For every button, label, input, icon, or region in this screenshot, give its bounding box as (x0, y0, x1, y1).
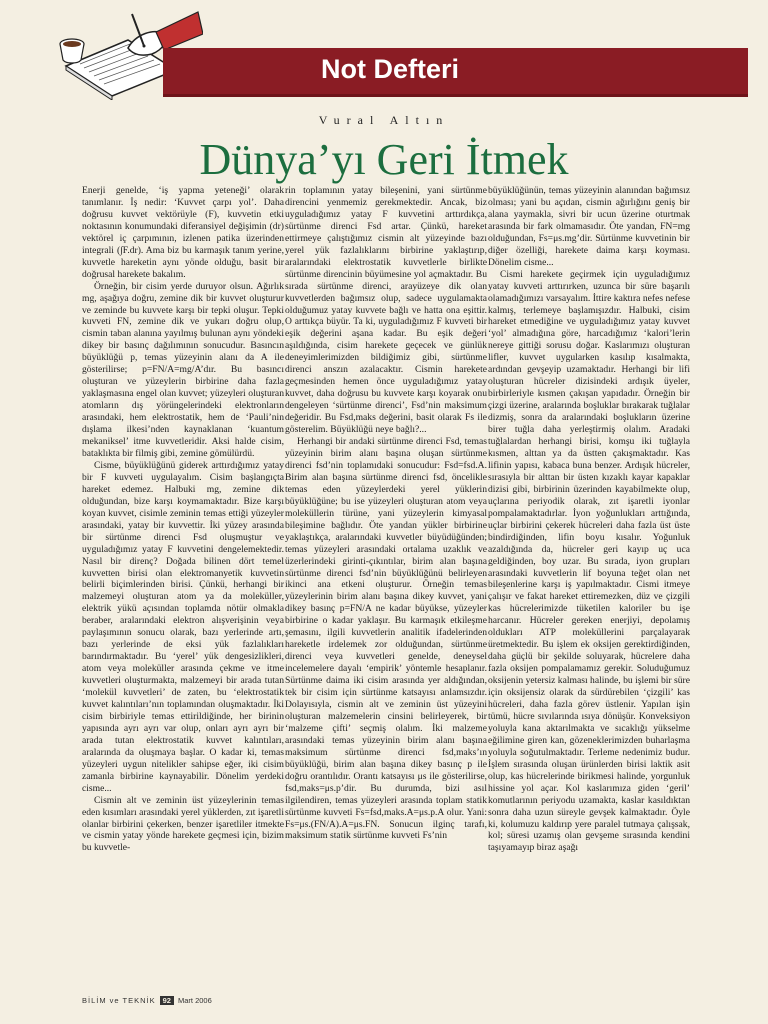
issue-date: Mart 2006 (177, 996, 212, 1005)
page-footer (82, 996, 212, 1005)
text-column-3 (488, 185, 690, 854)
paragraph: Enerji genelde, ‘iş yapma yeteneği’ olarak tanımlanır. İş nedir: ‘Kuvvet çarpı yol’. Daha doğrusu kuvvet vektörüyle (F), kuvvetin etki noktasının konumundaki diferansiyel değişimin (dr) vektörel iç çarpımının, izlenen patika üzerinden integrali (∫F.dr). Ama biz bu karmaşık tanım yerine, kuvvetle hareketin aynı yönde olduğu, basit bir doğrusal harekete bakalım. (82, 185, 284, 280)
text-column-2 (285, 185, 487, 842)
section-title: Not Defteri (320, 54, 459, 84)
paragraph: Cismi harekete geçirmek için uyguladığımız yatay kuvveti arttırırken, uzunca bir süre başarılı olamadığımızı varsayalım. İttire kaktıra nefes nefese kalmış, terlemeye başlamışızdır. Halbuki, cisim hareket etmediğine ve uyguladığımız yatay kuvvet ‘yol’ almadığına göre, harcadığımız ‘kalori’lerin nereye gittiği sorusu doğar. Kaslarımızı oluşturan lifler, kuvvet uygularken kasılıp kısalmakta, ardından gevşeyip uzamaktadır. Herhangi bir lifi oluşturan hücreler dizisindeki ardışık üyeler, birbirleriyle kısmen çakışan yapıdadır. Örneğin bir çizgi üzerine, aralarında boşluklar bırakarak tuğlalar dizmiş, sonra da aralarındaki boşlukların üzerine birer tuğla daha yerleştirmiş olalım. Aradaki tuğlalardan herhangi birisi, komşu iki tuğlayla kısmen, alttan ya da üstten çakışmaktadır. Kas lifinin yapısı, kabaca buna benzer. Ardışık hücreler, sırasıyla bir alttan bir üsten kızaklı kayar kapaklar dizisi gibi, birbirinin üzerinden kayabilmekte olup, uçlarına periyodik olarak, zıt işaretli iyonlar pompalamaktadırlar. İyon yoğunlukları arttığında, uçlar birbirini çekerek hücreleri daha fazla üst üste bindirdiğinden, lifin boyu kısalır. Yoğunluk azaldığında da, hücreler geri kayıp uç uca geldiğinden, boy uzar. Bu sırada, iyon grupları arasındaki kuvvetlerin lif boyuna teğet olan net bileşenlerine karşı iş yapılmaktadır. Cismi itmeye çalışır ve fakat hareket ettiremezken, düz ve çizgili kas hücrelerimizde tüketilen kaloriler bu işe harcanır. Hücreler gereken enerjiyi, depolamış oldukları ATP moleküllerini parçalayarak üretmektedir. Bu işlem ek oksijen gerektirdiğinden, daha güçlü bir şekilde soluyarak, hücrelere daha fazla oksijen pompalamamız gerekir. Soluduğumuz oksijenin yetersiz kalması halinde, bu işlemi bir süre için oksijensiz olarak da sürdürebilen ‘çizgili’ kas hücreleri, daha fazla görev üstlenir. Yapılan işin tümü, hücre sıvılarında ısıya dönüşür. Konveksiyon yoluyla kana aktarılmakta ve sıcaklığı yükselme eğilimine giren kan, gözeneklerimizden buharlaşma yoluyla soğutulmaktadır. Terleme nedenimiz budur. İşlem sırasında oluşan ürünlerden birisi laktik asit olup, kas hücrelerinde birikmesi halinde, yorgunluk hissine yol açar. Kol kaslarımıza giden ‘geril’ komutlarının periyodu uzamakta, kaslar kasıldıktan sonra daha uzun süreyle gevşek kalmaktadır. Öyle ki, kolumuzu kaldırıp yere paralel tutmaya çalışsak, kol; süresi uzamış olan gevşeme sırasında kendini taşıyamayıp biraz aşağı (488, 268, 690, 854)
magazine-name: BİLİM ve TEKNİK (82, 996, 156, 1005)
paragraph: büyüklüğünün, temas yüzeyinin alanından bağımsız olması; yani bu açıdan, cismin ağırlığını geniş bir alana yaymakla, sivri bir ucun üzerine oturtmak arasında bir fark olmamasıdır. Öte yandan, FN=mg olduğundan, Fs=μs.mg’dir. Sürtünme kuvvetinin bir diğer özelliği, harekete daima karşı koyması. Dönelim cisme... (488, 185, 690, 268)
paragraph: Cisme, büyüklüğünü giderek arttırdığımız yatay bir F kuvveti uygulayalım. Cisim başlangıçta hareket edemez. Halbuki mg, zemine dik olduğundan, bize karşı koymamaktadır. Bize karşı koyan kuvvet, cisimle zeminin temas ettiği yüzeyler arasındaki, yatay bir kuvvettir. İki yüzey arasında bir sürtünme direnci Fsd oluşmuştur ve uyguladığımız yatay F kuvvetini dengelemektedir. Nasıl bir direnç? Doğada bilinen dört temel kuvvetten birisi olan elektromanyetik kuvvetin belirli biçimlerinden birisi. Çünkü, herhangi bir malzemeyi oluşturan atom ya da moleküller, elektrik yükü açısından toplamda nötür olmakla beraber, aralarındaki elektron alışverişinin veya paylaşımının sonucu olarak, bazı yerlerinde artı, bazı yerlerinde de eksi yük fazlalıkları barındırmaktadır. Bu ‘yerel’ yük dengesizlikleri, atom veya moleküller arasında çekme ve itme kuvvetleri oluşturmakta, malzemeyi bir arada tutan ‘molekül kuvvetleri’ de zaten, bu ‘elektrostatik kuvvet kalıntıları’nın toplamından oluşmaktadır. İki cisim birbiriyle temas ettirildiğinde, her birinin yapısında ayrı ayrı var olup, onları ayrı ayrı bir arada tutan elektrostatik kuvvet kalıntıları, aralarında da oluşmaya başlar. O kadar ki, temas yüzeyleri uygun nitelikler sahipse eğer, iki cisim zamanla birbirine kaynayabilir. Dönelim yerdeki cisme... (82, 459, 284, 794)
text-column-1 (82, 185, 284, 854)
author-name: Vural Altın (318, 113, 450, 127)
page-number: 92 (160, 996, 174, 1005)
article-title: Dünya’yı Geri İtmek (199, 135, 569, 184)
paragraph: Örneğin, bir cisim yerde duruyor olsun. Ağırlık mg, aşağıya doğru, zemine dik bir kuvvet oluşturur ve zeminde bu kuvvete karşı bir tepki oluşur. Tepki kuvveti FN, zemine dik ve yukarı doğru olup, cismin taban alanına yayılmış bulunan aynı yöndeki dikey bir basınç dağılımının sonucudur. Basıncın büyüklüğü p, temas yüzeyinin alanı da A ile gösterilirse; p=FN/A=mg/A’dır. Bu basıncı oluşturan ve yüzeylerin birbirine daha fazla yaklaşmasına engel olan kuvvet; yüzeyleri oluşturan atomların dış yörüngelerindeki elektronların arasındaki, hem elektrostatik, hem de ‘Pauli’nin dışlama ilkesi’nden kaynaklanan ‘kuantum mekaniksel’ itme kuvvetleridir. Aksi halde cisim, bataklıkta bir filmiş gibi, zemine gömülürdü. (82, 280, 284, 459)
paragraph: Cismin alt ve zeminin üst yüzeylerinin temas eden kısımları arasındaki yerel yüklerden, zıt işaretli olanlar birbirini çekerken, benzer işaretliler itmekte ve cismin yatay yönde harekete geçmesi için, bizim bu kuvvetle- (82, 794, 284, 854)
paragraph: rin toplamının yatay bileşenini, yani sürtünme direncini yenmemiz gerekmektedir. Ancak, biz uyguladığımız yatay F kuvvetini arttırdıkça, sürtünme direnci Fsd artar. Çünkü, hareket ettirmeye çalıştığımız cismin alt yüzeyinde bazı yerel yük fazlalıklarını birbirine yaklaştırıp, aralarındaki elektrostatik kuvvetlerle birlikte sürtünme direncinin büyümesine yol açmaktadır. Bu sırada sürtünme direnci, arayüzeye dik olan kuvvetlerden bağımsız olup, sadece uygulamakta olduğumuz yatay kuvvete bağlı ve hatta ona eşittir. O arttıkça büyür. Ta ki, uyguladığımız F kuvveti bir eşik değerini aşana kadar. Bu eşik değeri aşıldığında, cisim harekete geçecek ve günlük deneyimlerimizden bildiğimiz gibi, sürtünme direnci anszın azalacaktır. Cismin harekete geçmesinden hemen önce uyguladığımız yatay kuvvet, daha doğrusu bu kuvvete karşı koyarak onu dengeleyen ‘sürtünme direnci’, Fsd’nin maksimum değeridir. Bu Fsd,maks değerini, basit olarak Fs ile gösterelim. Büyüklüğü neye bağlı?... (285, 185, 487, 436)
paragraph: Herhangi bir andaki sürtünme direnci Fsd, temas yüzeyinin birim alanı başına oluşan sürtünme direnci fsd’nin toplamıdaki sonucudur: Fsd=fsd.A. Birim alan başına sürtünme direnci fsd, öncelikle temas eden yüzeylerdeki yerel yüklerin büyüklüğüne; bu ise yüzeyleri oluşturan atom veya moleküllerin türüne, yani yüzeylerin kimyasal bileşimine bağlıdır. Öte yandan yükler birbirine yaklaştıkça, aralarındaki kuvvetler büyüdüğünden; temas yüzeyleri arasındaki ortalama uzaklık ve üzerlerindeki girinti-çıkıntılar, birim alan başına sürtünme direnci fsd’nin büyüklüğünü belirleyen ikinci ana etkeni oluşturur. Örneğin temas yüzeylerinin birim alanı başına dikey kuvvet, yani dikey basınç p=FN/A ne kadar büyükse, yüzeyler birbirine o kadar yaklaşır. Bu karmaşık etkileşme şemasını, ilgili kuvvetlerin analitik ifadelerinden hareketle irdelemek zor olduğundan, sürtünme direnci veya kuvvetleri genelde, deneysel incelemelere dayalı ‘empirik’ yöntemle hesaplanır. Sürtünme daima iki cisim arasında yer aldığından, tek bir cisim için sürtünme katsayısı anlamsızdır. Dolayısıyla, cismin alt ve zeminin üst yüzeyini oluşturan malzemelerin cinsini belirleyerek, bir ‘malzeme çifti’ seçmiş olalım. İki malzeme arasındaki temas yüzeyinin birim alanı başına maksimum sürtünme direnci fsd,maks’ın büyüklüğü, birim alan başına dikey basınç p ile doğru orantılıdır. Orantı katsayısı μs ile gösterilirse, fsd,maks=μs.p’dir. Bu durumda, bizi asıl ilgilendiren, temas yüzeyleri arasında toplam statik sürtünme kuvveti Fs=fsd,maks.A=μs.p.A olur. Yani: Fs=μs.(FN/A).A=μs.FN. Sonucun ilginç tarafı, maksimum statik sürtünme kuvveti Fs’nin (285, 436, 487, 842)
